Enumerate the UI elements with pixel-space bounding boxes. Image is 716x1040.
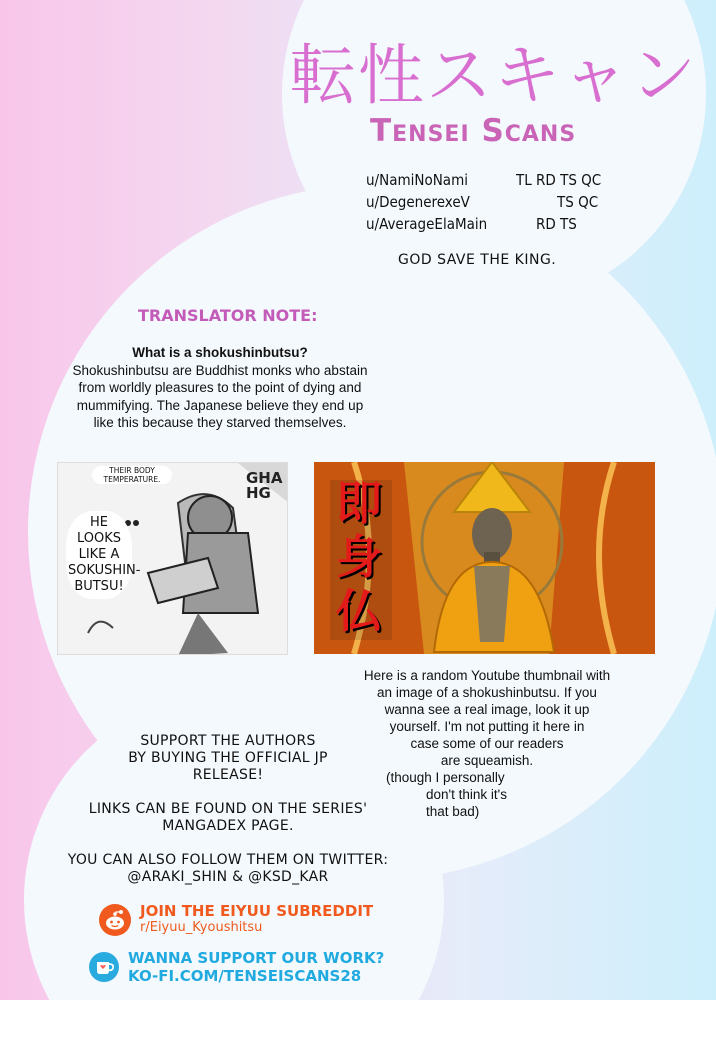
sound-effect: GHAHG [246, 469, 283, 502]
speech-bubble-left: HE LOOKS LIKE A SOKUSHIN-BUTSU! [66, 511, 132, 599]
translator-note-body: Shokushinbutsu are Buddhist monks who abstain from worldly pleasures to the point of dying and mummifying. The Japanese believe they end up like this because they starved themselves. [72, 362, 368, 430]
kofi-cup-icon [89, 952, 119, 982]
credit-user-3: u/AverageElaMain [366, 215, 488, 233]
caption-line: case some of our readers [410, 736, 564, 751]
kanji-2: 身 [336, 530, 382, 584]
speech-bubble-top: THEIR BODY TEMPERATURE. [92, 466, 172, 484]
kofi-url[interactable]: KO-FI.COM/TENSEISCANS28 [128, 967, 362, 985]
translator-note [70, 344, 370, 432]
support-line: YOU CAN ALSO FOLLOW THEM ON TWITTER: [67, 852, 389, 868]
caption-line: wanna see a real image, look it up [384, 702, 590, 717]
kofi-cup-glyph [89, 952, 119, 982]
kanji-1: 即 [336, 476, 382, 530]
reddit-link[interactable]: JOIN THE EIYUU SUBREDDIT [140, 902, 374, 920]
kofi-support-link[interactable]: WANNA SUPPORT OUR WORK? [128, 949, 385, 967]
reddit-icon [99, 904, 131, 936]
support-line [40, 835, 416, 852]
credit-roles-1: TL RD TS QC [516, 171, 602, 189]
support-line [40, 784, 416, 801]
translator-note-heading: TRANSLATOR NOTE: [138, 306, 318, 325]
credit-roles-2: TS QC [557, 193, 599, 211]
caption-line: don't think it's [426, 787, 507, 802]
caption-line: an image of a shokushinbutsu. If you [377, 685, 597, 700]
jp-title: 転性スキャン [290, 37, 698, 114]
caption-line: that bad) [426, 804, 480, 819]
subreddit-name[interactable]: r/Eiyuu_Kyoushitsu [140, 920, 263, 935]
support-line: LINKS CAN BE FOUND ON THE SERIES' [88, 801, 368, 817]
youtube-thumbnail-image [314, 462, 655, 654]
group-name: Tensei Scans [370, 113, 577, 149]
support-line: RELEASE! [192, 767, 264, 783]
support-line: @ARAKI_SHIN & @KSD_KAR [127, 869, 329, 885]
kanji-3: 仏 [336, 584, 382, 638]
credit-roles-3: RD TS [536, 215, 577, 233]
motto: GOD SAVE THE KING. [398, 252, 557, 268]
credit-user-2: u/DegenerexeV [366, 193, 470, 211]
support-line: SUPPORT THE AUTHORS [140, 733, 316, 749]
caption-line: (though I personally [386, 770, 505, 785]
caption-line: are squeamish. [440, 753, 534, 768]
support-text [40, 733, 416, 886]
manga-panel-image [57, 462, 288, 655]
caption-line: yourself. I'm not putting it here in [389, 719, 585, 734]
caption-line: Here is a random Youtube thumbnail with [363, 668, 611, 683]
thumbnail-kanji [336, 476, 396, 638]
reddit-alien-glyph [99, 904, 131, 936]
translator-note-question: What is a shokushinbutsu? [132, 345, 308, 360]
support-line: BY BUYING THE OFFICIAL JP [128, 750, 328, 766]
credit-user-1: u/NamiNoNami [366, 171, 468, 189]
support-line: MANGADEX PAGE. [162, 818, 294, 834]
